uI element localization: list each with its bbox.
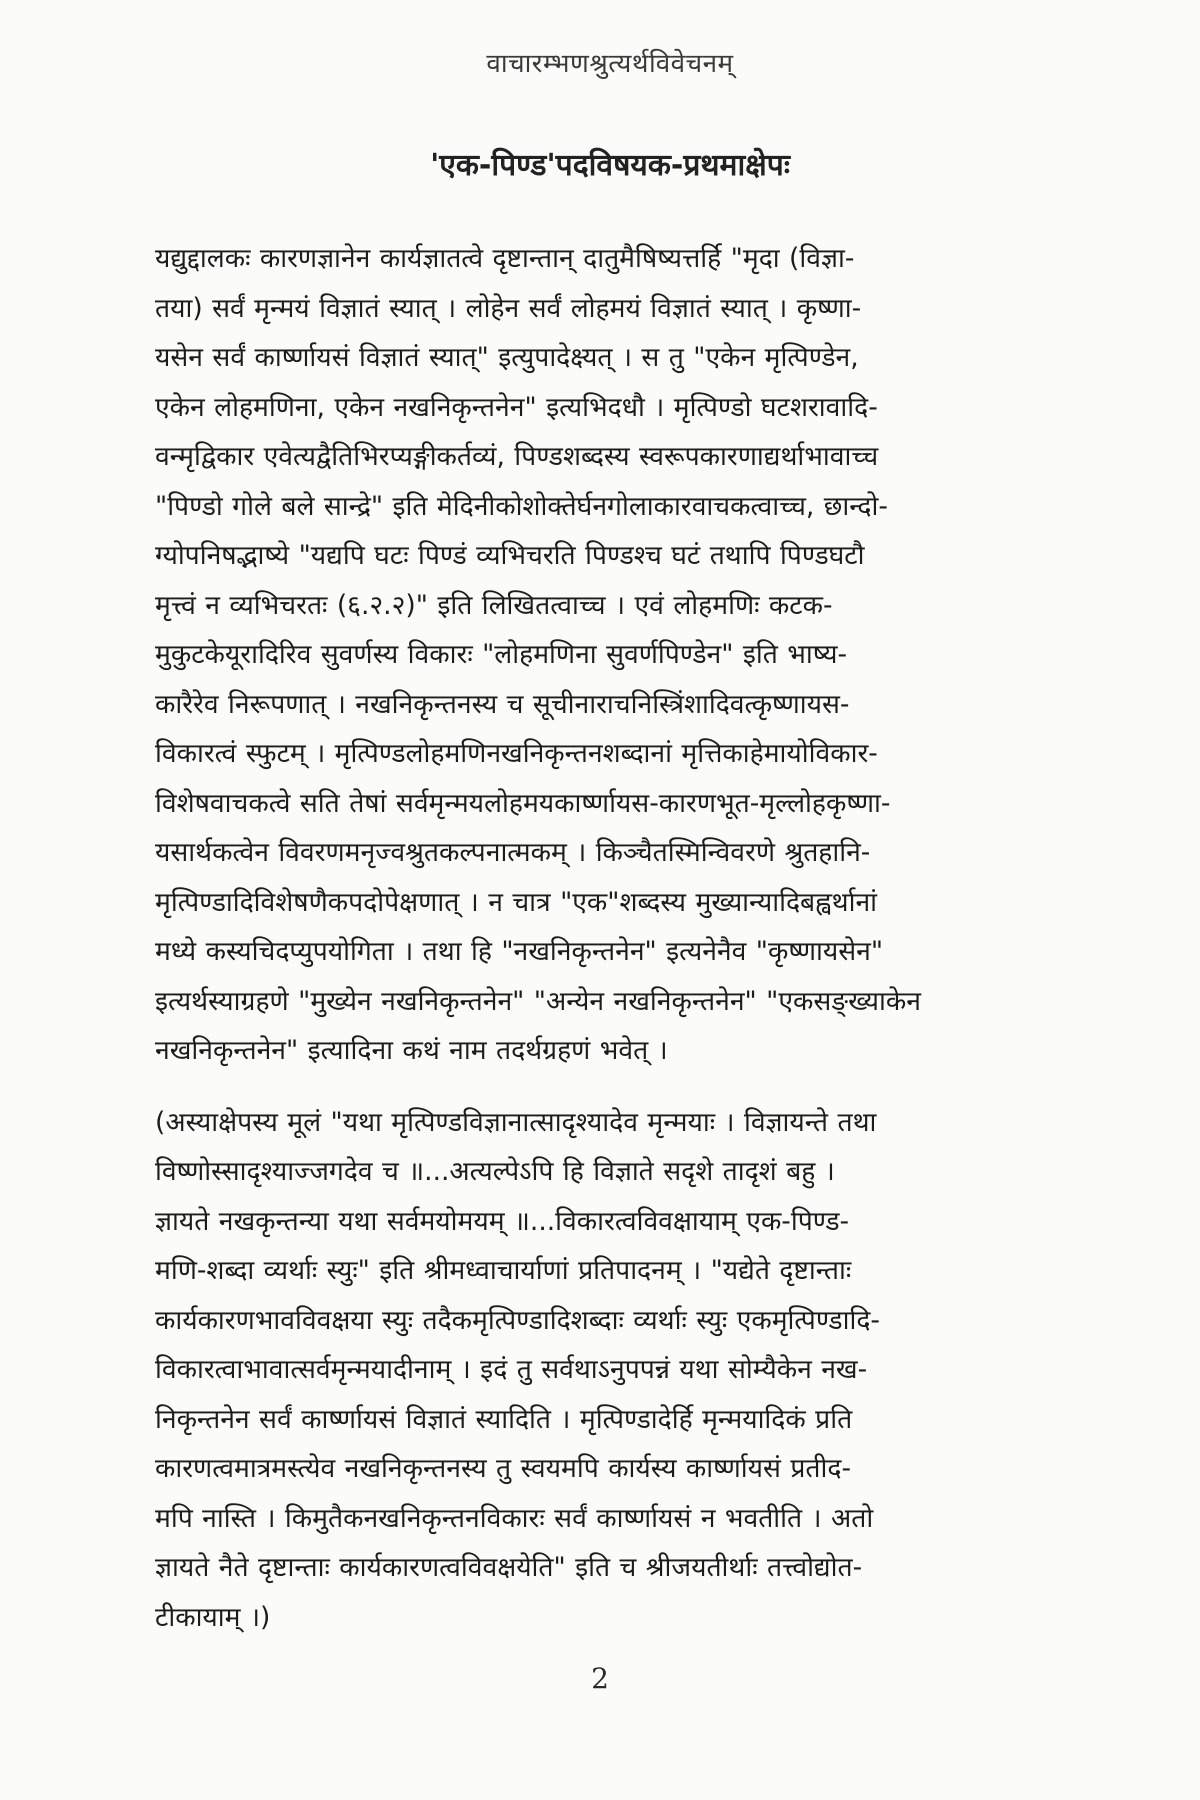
text-line: यसेन सर्वं कार्ष्णायसं विज्ञातं स्यात्" इत्युपादेक्ष्यत् । स तु "एकेन मृत्पिण्डेन, [155, 342, 859, 373]
text-line: मध्ये कस्यचिदप्युपयोगिता । तथा हि "नखनिकृन्तनेन" इत्यनेनैव "कृष्णायसेन" [155, 936, 884, 967]
footnote-paragraph [155, 1098, 1065, 1643]
text-line: विकारत्वाभावात्सर्वमृन्मयादीनाम् । इदं तु सर्वथाऽनुपपन्नं यथा सोम्यैकेन नख- [155, 1354, 868, 1385]
text-line: यद्युद्दालकः कारणज्ञानेन कार्यज्ञातत्वे दृष्टान्तान् दातुमैषिष्यत्तर्हि "मृदा (विज्ञा- [155, 243, 855, 274]
text-line: वन्मृद्विकार एवेत्यद्वैतिभिरप्यङ्गीकर्तव्यं, पिण्डशब्दस्य स्वरूपकारणाद्यर्थाभावाच्च [155, 441, 879, 472]
text-line: विशेषवाचकत्वे सति तेषां सर्वमृन्मयलोहमयकार्ष्णायस-कारणभूत-मृल्लोहकृष्णा- [155, 787, 891, 819]
text-line: नखनिकृन्तनेन" इत्यादिना कथं नाम तदर्थग्रहणं भवेत् । [155, 1035, 668, 1066]
text-line: मपि नास्ति । किमुतैकनखनिकृन्तनविकारः सर्वं कार्ष्णायसं न भवतीति । अतो [155, 1502, 874, 1534]
text-line: ग्योपनिषद्भाष्ये "यद्यपि घटः पिण्डं व्यभिचरति पिण्डश्च घटं तथापि पिण्डघटौ [155, 540, 865, 571]
text-line: निकृन्तनेन सर्वं कार्ष्णायसं विज्ञातं स्यादिति । मृत्पिण्डादेर्हि मृन्मयादिकं प्रति [155, 1403, 853, 1435]
text-line: मुकुटकेयूरादिरिव सुवर्णस्य विकारः "लोहमणिना सुवर्णपिण्डेन" इति भाष्य- [155, 639, 848, 670]
text-line: मृत्पिण्डादिविशेषणैकपदोपेक्षणात् । न चात्र "एक"शब्दस्य मुख्यान्यादिबह्वर्थानां [155, 886, 878, 918]
text-line: "पिण्डो गोले बले सान्द्रे" इति मेदिनीकोशोक्तेर्घनगोलाकारवाचकत्वाच्च, छान्दो- [155, 490, 888, 522]
text-line: कार्यकारणभावविवक्षया स्युः तदैकमृत्पिण्डादिशब्दाः व्यर्थाः स्युः एकमृत्पिण्डादि- [155, 1304, 880, 1336]
text-line: विकारत्वं स्फुटम् । मृत्पिण्डलोहमणिनखनिकृन्तनशब्दानां मृत्तिकाहेमायोविकार- [155, 738, 878, 769]
text-line: मणि-शब्दा व्यर्थाः स्युः" इति श्रीमध्वाचार्याणां प्रतिपादनम् । "यद्येते दृष्टान्ताः [155, 1255, 852, 1286]
text-line: यसार्थकत्वेन विवरणमनृज्वश्रुतकल्पनात्मकम् । किञ्चैतस्मिन्विवरणे श्रुतहानि- [155, 837, 871, 868]
running-header: वाचारम्भणश्रुत्यर्थविवेचनम् [486, 49, 734, 79]
text-line: ज्ञायते नखकृन्तन्या यथा सर्वमयोमयम् ॥...विकारत्वविवक्षायाम् एक-पिण्ड- [155, 1205, 850, 1237]
text-line: ज्ञायते नैते दृष्टान्ताः कार्यकारणत्वविवक्षयेति" इति च श्रीजयतीर्थाः तत्त्वोद्योत- [155, 1552, 863, 1583]
text-line: कारैरेव निरूपणात् । नखनिकृन्तनस्य च सूचीनाराचनिस्त्रिंशादिवत्कृष्णायस- [155, 688, 850, 720]
main-paragraph [155, 234, 1065, 1076]
section-title: 'एक-पिण्ड'पदविषयक-प्रथमाक्षेपः [430, 148, 790, 183]
text-line: कारणत्वमात्रमस्त्येव नखनिकृन्तनस्य तु स्वयमपि कार्यस्य कार्ष्णायसं प्रतीद- [155, 1453, 852, 1484]
text-line: एकेन लोहमणिना, एकेन नखनिकृन्तनेन" इत्यभिदधौ । मृत्पिण्डो घटशरावादि- [155, 391, 878, 423]
text-line: विष्णोस्सादृश्याज्जगदेव च ॥...अत्यल्पेऽपि हि विज्ञाते सदृशे तादृशं बहु । [155, 1156, 835, 1187]
text-line: टीकायाम् ।) [155, 1601, 271, 1633]
page-number: 2 [591, 1662, 609, 1695]
text-line: तया) सर्वं मृन्मयं विज्ञातं स्यात् । लोहेन सर्वं लोहमयं विज्ञातं स्यात् । कृष्णा- [155, 292, 862, 324]
text-line: (अस्याक्षेपस्य मूलं "यथा मृत्पिण्डविज्ञानात्सादृश्यादेव मृन्मयाः । विज्ञायन्ते तथा [155, 1106, 877, 1138]
text-line: मृत्त्वं न व्यभिचरतः (६.२.२)" इति लिखितत्वाच्च । एवं लोहमणिः कटक- [155, 589, 833, 621]
text-line: इत्यर्थस्याग्रहणे "मुख्येन नखनिकृन्तनेन" "अन्येन नखनिकृन्तनेन" "एकसङ्ख्याकेन [155, 985, 921, 1017]
